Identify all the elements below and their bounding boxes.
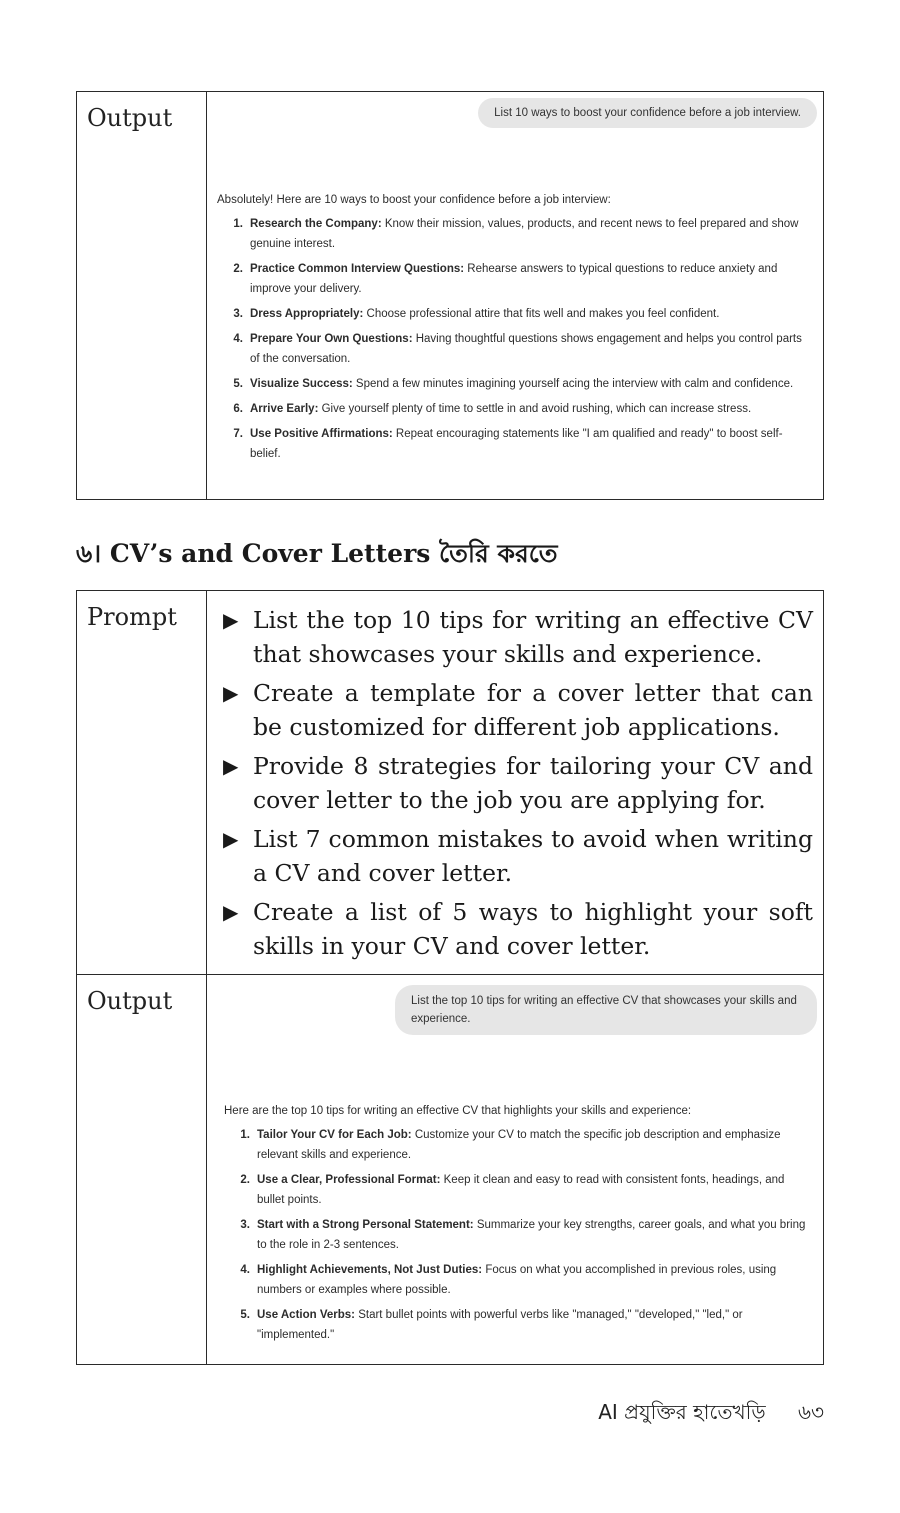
item-title: Dress Appropriately: bbox=[250, 308, 364, 320]
item-text bbox=[257, 1260, 813, 1300]
response-item bbox=[217, 214, 813, 254]
output-screenshot-cell-2 bbox=[207, 975, 824, 1365]
item-text bbox=[250, 329, 813, 369]
response-item bbox=[217, 304, 813, 324]
item-body: Spend a few minutes imagining yourself acing the interview with calm and confidence. bbox=[355, 378, 794, 390]
item-text bbox=[250, 399, 813, 419]
item-title: Prepare Your Own Questions: bbox=[250, 333, 413, 345]
prompt-text: Create a template for a cover letter that can be customized for different job applications. bbox=[253, 679, 813, 741]
item-number: 3. bbox=[233, 308, 243, 320]
item-title: Start with a Strong Personal Statement: bbox=[257, 1219, 474, 1231]
response-list-2 bbox=[224, 1125, 813, 1345]
item-title: Use Positive Affirmations: bbox=[250, 428, 393, 440]
item-number: 1. bbox=[240, 1129, 250, 1141]
item-text bbox=[250, 424, 813, 464]
row-label-prompt: Prompt bbox=[77, 591, 207, 975]
item-body: Repeat encouraging statements like "I am qualified and ready" to boost self-belief. bbox=[250, 428, 783, 460]
item-text bbox=[257, 1125, 813, 1165]
item-text bbox=[257, 1305, 813, 1345]
user-message-bubble: List 10 ways to boost your confidence before a job interview. bbox=[478, 98, 817, 128]
item-text bbox=[257, 1170, 813, 1210]
prompt-list bbox=[207, 591, 823, 974]
item-text bbox=[257, 1215, 813, 1255]
prompt-text: List the top 10 tips for writing an effective CV that showcases your skills and experience. bbox=[253, 606, 813, 668]
triangle-bullet-icon: ▶ bbox=[223, 681, 239, 705]
item-title: Use a Clear, Professional Format: bbox=[257, 1174, 441, 1186]
item-body: Keep it clean and easy to read with consistent fonts, headings, and bullet points. bbox=[257, 1174, 785, 1206]
prompt-text: Create a list of 5 ways to highlight your soft skills in your CV and cover letter. bbox=[253, 898, 813, 960]
item-text bbox=[250, 304, 813, 324]
row-label-output: Output bbox=[77, 92, 207, 500]
item-number: 2. bbox=[240, 1174, 250, 1186]
item-number: 7. bbox=[233, 428, 243, 440]
prompt-text: List 7 common mistakes to avoid when writing a CV and cover letter. bbox=[253, 825, 813, 887]
triangle-bullet-icon: ▶ bbox=[223, 900, 239, 924]
response-intro-2: Here are the top 10 tips for writing an effective CV that highlights your skills and experience: bbox=[224, 1105, 692, 1117]
item-number: 4. bbox=[240, 1264, 250, 1276]
user-message-bubble-2: List the top 10 tips for writing an effective CV that showcases your skills and experience. bbox=[395, 985, 817, 1035]
response-item bbox=[224, 1170, 813, 1210]
item-title: Tailor Your CV for Each Job: bbox=[257, 1129, 412, 1141]
item-text bbox=[250, 374, 813, 394]
prompt-item bbox=[223, 603, 813, 671]
book-title: AI প্রযুক্তির হাতেখড়ি bbox=[598, 1400, 766, 1424]
item-number: 5. bbox=[240, 1309, 250, 1321]
item-number: 6. bbox=[233, 403, 243, 415]
top-output-table bbox=[76, 91, 824, 500]
prompt-item bbox=[223, 749, 813, 817]
item-body: Rehearse answers to typical questions to reduce anxiety and improve your delivery. bbox=[250, 263, 778, 295]
response-item bbox=[224, 1125, 813, 1165]
prompt-item bbox=[223, 676, 813, 744]
item-title: Highlight Achievements, Not Just Duties: bbox=[257, 1264, 483, 1276]
assistant-response bbox=[217, 190, 813, 469]
assistant-response-2 bbox=[224, 1101, 813, 1350]
section-heading: ৬। CV’s and Cover Letters তৈরি করতে bbox=[76, 539, 558, 568]
triangle-bullet-icon: ▶ bbox=[223, 608, 239, 632]
item-number: 4. bbox=[233, 333, 243, 345]
output-screenshot-cell bbox=[207, 92, 824, 500]
response-item bbox=[224, 1215, 813, 1255]
response-item bbox=[224, 1260, 813, 1300]
item-body: Customize your CV to match the specific job description and emphasize relevant skills and experience. bbox=[257, 1129, 781, 1161]
item-number: 2. bbox=[233, 263, 243, 275]
chat-screenshot-2 bbox=[207, 975, 823, 1364]
item-title: Arrive Early: bbox=[250, 403, 319, 415]
response-item bbox=[217, 424, 813, 464]
chat-screenshot bbox=[207, 92, 823, 498]
item-title: Visualize Success: bbox=[250, 378, 353, 390]
response-item bbox=[224, 1305, 813, 1345]
item-number: 5. bbox=[233, 378, 243, 390]
item-number: 3. bbox=[240, 1219, 250, 1231]
response-item bbox=[217, 329, 813, 369]
page-footer bbox=[598, 1398, 824, 1431]
item-body: Summarize your key strengths, career goals, and what you bring to the role in 2-3 sentences. bbox=[257, 1219, 806, 1251]
prompt-item bbox=[223, 895, 813, 963]
triangle-bullet-icon: ▶ bbox=[223, 827, 239, 851]
item-body: Choose professional attire that fits well and makes you feel confident. bbox=[366, 308, 720, 320]
prompt-item bbox=[223, 822, 813, 890]
item-number: 1. bbox=[233, 218, 243, 230]
item-body: Give yourself plenty of time to settle in and avoid rushing, which can increase stress. bbox=[321, 403, 752, 415]
response-intro: Absolutely! Here are 10 ways to boost your confidence before a job interview: bbox=[217, 194, 611, 206]
item-title: Use Action Verbs: bbox=[257, 1309, 355, 1321]
response-item bbox=[217, 399, 813, 419]
item-body: Start bullet points with powerful verbs like "managed," "developed," "led," or "implemented." bbox=[257, 1309, 743, 1341]
response-item bbox=[217, 374, 813, 394]
item-title: Practice Common Interview Questions: bbox=[250, 263, 465, 275]
item-text bbox=[250, 214, 813, 254]
response-item bbox=[217, 259, 813, 299]
triangle-bullet-icon: ▶ bbox=[223, 754, 239, 778]
prompt-text: Provide 8 strategies for tailoring your CV and cover letter to the job you are applying for. bbox=[253, 752, 813, 814]
row-label-output-2: Output bbox=[77, 975, 207, 1365]
response-list bbox=[217, 214, 813, 464]
prompt-output-table bbox=[76, 590, 824, 1365]
prompt-cell bbox=[207, 591, 824, 975]
item-body: Know their mission, values, products, and recent news to feel prepared and show genuine interest. bbox=[250, 218, 799, 250]
item-text bbox=[250, 259, 813, 299]
item-body: Focus on what you accomplished in previous roles, using numbers or examples where possible. bbox=[257, 1264, 777, 1296]
page-number: ৬৩ bbox=[797, 1400, 824, 1424]
item-body: Having thoughtful questions shows engagement and helps you control parts of the conversation. bbox=[250, 333, 802, 365]
item-title: Research the Company: bbox=[250, 218, 382, 230]
